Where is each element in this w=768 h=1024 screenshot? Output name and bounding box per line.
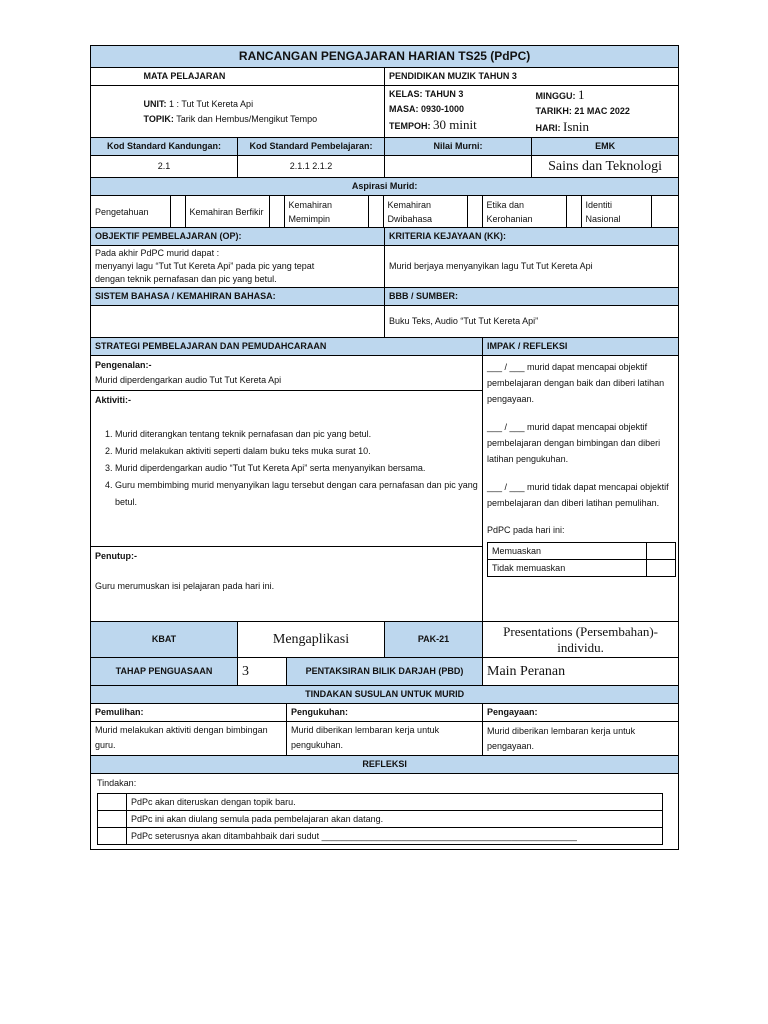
pengayaan-label: Pengayaan: bbox=[483, 704, 679, 722]
kriteria-value: Murid berjaya menyanyikan lagu Tut Tut Kereta Api bbox=[385, 246, 679, 288]
pemulihan-value: Murid melakukan aktiviti dengan bimbingan guru. bbox=[91, 722, 287, 756]
aktiviti-label: Aktiviti:- bbox=[95, 395, 131, 405]
refleksi-checkbox[interactable] bbox=[98, 811, 127, 828]
minggu-label: MINGGU: bbox=[535, 91, 576, 101]
pbd-label: PENTAKSIRAN BILIK DARJAH (PBD) bbox=[287, 658, 483, 686]
tarikh: TARIKH: 21 MAC 2022 bbox=[535, 106, 630, 116]
aktiviti-list bbox=[95, 426, 478, 511]
emk-value: Sains dan Teknologi bbox=[532, 156, 679, 178]
pak21-label: PAK-21 bbox=[385, 622, 483, 658]
bbb-label: BBB / SUMBER: bbox=[385, 288, 679, 306]
objektif-value bbox=[91, 246, 385, 288]
nilai-value bbox=[385, 156, 532, 178]
aspirasi-checkbox[interactable] bbox=[368, 196, 383, 227]
tahap-label: TAHAP PENGUASAAN bbox=[91, 658, 238, 686]
refleksi-option: PdPc ini akan diulang semula pada pembelajaran akan datang. bbox=[127, 811, 663, 828]
impak-p2: ___ / ___ murid dapat mencapai objektif pembelajaran dengan bimbingan dan diberi latihan pengukuhan. bbox=[487, 422, 661, 464]
refleksi-option: PdPc akan diteruskan dengan topik baru. bbox=[127, 794, 663, 811]
unit-label: UNIT: bbox=[143, 98, 167, 109]
aspirasi-item: Kemahiran Memimpin bbox=[284, 196, 368, 227]
tahap-value: 3 bbox=[238, 658, 287, 686]
lesson-plan-sheet bbox=[90, 45, 678, 850]
pengenalan-value: Murid diperdengarkan audio Tut Tut Kereta Api bbox=[95, 375, 282, 385]
pengayaan-value: Murid diberikan lembaran kerja untuk pengayaan. bbox=[483, 722, 679, 756]
penutup-value: Guru merumuskan isi pelajaran pada hari ini. bbox=[95, 581, 275, 591]
pdpc-option: Tidak memuaskan bbox=[488, 560, 647, 577]
pdpc-option: Memuaskan bbox=[488, 543, 647, 560]
mata-pelajaran-label: MATA PELAJARAN bbox=[140, 68, 385, 86]
impak-content bbox=[483, 356, 679, 622]
refleksi-checkbox[interactable] bbox=[98, 828, 127, 845]
aspirasi-checkbox[interactable] bbox=[170, 196, 185, 227]
objektif-label: OBJEKTIF PEMBELAJARAN (OP): bbox=[91, 228, 385, 246]
minggu-value: 1 bbox=[578, 87, 585, 102]
tempoh-label: TEMPOH: bbox=[389, 121, 431, 131]
refleksi-content bbox=[91, 774, 679, 850]
pdpc-label: PdPC pada hari ini: bbox=[487, 525, 565, 535]
topik-label: TOPIK: bbox=[143, 113, 174, 124]
aspirasi-checkbox[interactable] bbox=[651, 196, 679, 227]
aspirasi-checkbox[interactable] bbox=[467, 196, 482, 227]
tindakan-sub-label: Tindakan: bbox=[97, 778, 137, 788]
penutup-label: Penutup:- bbox=[95, 551, 137, 561]
ksk-value: 2.1 bbox=[91, 156, 238, 178]
objektif-line: menyanyi lagu “Tut Tut Kereta Api” pada pic yang tepat bbox=[95, 261, 315, 271]
aspirasi-item: Pengetahuan bbox=[91, 196, 170, 227]
kriteria-label: KRITERIA KEJAYAAN (KK): bbox=[385, 228, 679, 246]
bbb-value: Buku Teks, Audio “Tut Tut Kereta Api” bbox=[385, 306, 679, 338]
aktiviti-item: 4. Guru membimbing murid menyanyikan lagu tersebut dengan cara pernafasan dan pic yang betul. bbox=[115, 477, 478, 511]
impak-label: IMPAK / REFLEKSI bbox=[483, 338, 679, 356]
ksp-label: Kod Standard Pembelajaran: bbox=[238, 138, 385, 156]
topik-value: Tarik dan Hembus/Mengikut Tempo bbox=[176, 113, 318, 124]
kelas-cell bbox=[385, 86, 532, 138]
pengukuhan-label: Pengukuhan: bbox=[287, 704, 483, 722]
kbat-value: Mengaplikasi bbox=[238, 622, 385, 658]
aspirasi-item: Kemahiran Dwibahasa bbox=[383, 196, 467, 227]
objektif-line: Pada akhir PdPC murid dapat : bbox=[95, 248, 220, 258]
tempoh-value: 30 minit bbox=[433, 117, 477, 132]
pengenalan-label: Pengenalan:- bbox=[95, 360, 152, 370]
emk-label: EMK bbox=[532, 138, 679, 156]
pdpc-checkbox[interactable] bbox=[647, 543, 676, 560]
pdpc-checkbox[interactable] bbox=[647, 560, 676, 577]
pemulihan-label: Pemulihan: bbox=[91, 704, 287, 722]
tindakan-label: TINDAKAN SUSULAN UNTUK MURID bbox=[91, 686, 679, 704]
page-title: RANCANGAN PENGAJARAN HARIAN TS25 (PdPC) bbox=[91, 46, 679, 68]
ksp-value: 2.1.1 2.1.2 bbox=[238, 156, 385, 178]
tarikh-cell bbox=[532, 86, 679, 138]
kelas: KELAS: TAHUN 3 bbox=[389, 89, 464, 99]
refleksi-option: PdPc seterusnya akan ditambahbaik dari sudut ___________________________________________________ bbox=[127, 828, 663, 845]
aspirasi-row bbox=[91, 196, 679, 228]
unit-value: 1 : Tut Tut Kereta Api bbox=[169, 98, 254, 109]
aktiviti-item: 1. Murid diterangkan tentang teknik pernafasan dan pic yang betul. bbox=[115, 426, 478, 443]
aktiviti-item: 3. Murid diperdengarkan audio “Tut Tut Kereta Api” serta menyanyikan bersama. bbox=[115, 460, 478, 477]
hari-value: Isnin bbox=[563, 119, 590, 134]
kbat-label: KBAT bbox=[91, 622, 238, 658]
hari-label: HARI: bbox=[535, 123, 561, 133]
aktiviti-item: 2. Murid melakukan aktiviti seperti dalam buku teks muka surat 10. bbox=[115, 443, 478, 460]
lesson-plan-table bbox=[90, 45, 679, 850]
sistem-bahasa-value bbox=[91, 306, 385, 338]
impak-p3: ___ / ___ murid tidak dapat mencapai objektif pembelajaran dan diberi latihan pemulihan. bbox=[487, 482, 669, 508]
refleksi-label: REFLEKSI bbox=[91, 756, 679, 774]
pak21-value: Presentations (Persembahan)-individu. bbox=[483, 622, 679, 658]
unit-topik-cell bbox=[140, 86, 385, 138]
pengukuhan-value: Murid diberikan lembaran kerja untuk pengukuhan. bbox=[287, 722, 483, 756]
sistem-bahasa-label: SISTEM BAHASA / KEMAHIRAN BAHASA: bbox=[91, 288, 385, 306]
objektif-line: dengan teknik pernafasan dan pic yang betul. bbox=[95, 274, 277, 284]
aspirasi-item: Identiti Nasional bbox=[581, 196, 651, 227]
pbd-value: Main Peranan bbox=[483, 658, 679, 686]
mata-pelajaran-value: PENDIDIKAN MUZIK TAHUN 3 bbox=[385, 68, 679, 86]
aspirasi-item: Etika dan Kerohanian bbox=[482, 196, 566, 227]
aspirasi-checkbox[interactable] bbox=[269, 196, 284, 227]
aspirasi-item: Kemahiran Berfikir bbox=[185, 196, 269, 227]
ksk-label: Kod Standard Kandungan: bbox=[91, 138, 238, 156]
aspirasi-label: Aspirasi Murid: bbox=[91, 178, 679, 196]
aspirasi-checkbox[interactable] bbox=[566, 196, 581, 227]
nilai-label: Nilai Murni: bbox=[385, 138, 532, 156]
impak-p1: ___ / ___ murid dapat mencapai objektif pembelajaran dengan baik dan diberi latihan pengayaan. bbox=[487, 362, 665, 404]
masa: MASA: 0930-1000 bbox=[389, 104, 465, 114]
refleksi-checkbox[interactable] bbox=[98, 794, 127, 811]
strategi-label: STRATEGI PEMBELAJARAN DAN PEMUDAHCARAAN bbox=[91, 338, 483, 356]
strategi-content bbox=[91, 356, 483, 622]
